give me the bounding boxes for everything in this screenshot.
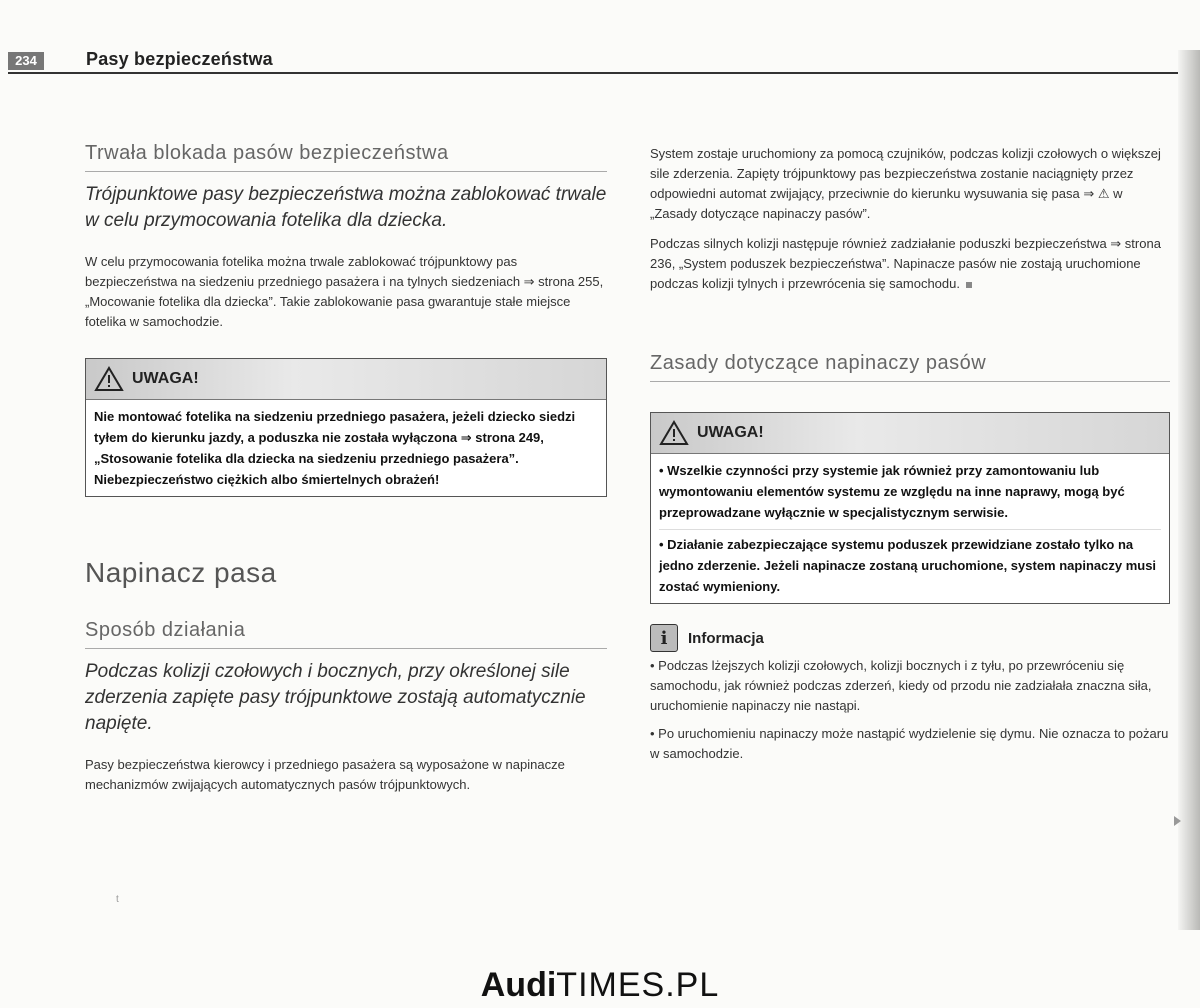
paragraph-belt-lock: W celu przymocowania fotelika można trwale zablokować trójpunktowy pas bezpieczeństwa na siedzeniu przedniego pasażera i na tylnych siedzeniach ⇒ strona 255, „Mocowanie fotelika dla dziecka”. Takie zablokowanie pasa gwarantuje stałe miejsce fotelika w samochodzie. — [85, 254, 604, 329]
end-of-section-square-icon — [966, 282, 972, 288]
section-lead-operation: Podczas kolizji czołowych i bocznych, przy określonej sile zderzenia zapięte pasy trójpunktowe zostają automatycznie napięte. — [85, 661, 586, 734]
warning-text: Nie montować fotelika na siedzeniu przedniego pasażera, jeżeli dziecko siedzi tyłem do kierunku jazdy, a poduszka nie została wyłączona ⇒ strona 249, „Stosowanie fotelika dla dziecka na siedzeniu przedniego pasażera”. Niebezpieczeństwo ciężkich albo śmiertelnych obrażeń! — [94, 409, 576, 487]
right-column — [650, 144, 1170, 772]
warning-triangle-icon — [659, 420, 689, 446]
warning-body — [86, 400, 606, 496]
paragraph-airbag — [650, 234, 1170, 294]
info-item: • Po uruchomieniu napinaczy może nastąpić wydzielenie się dymu. Nie oznacza to pożaru w samochodzie. — [650, 726, 1169, 761]
stray-mark: t — [116, 894, 119, 905]
left-column — [85, 142, 607, 795]
info-item: • Podczas lżejszych kolizji czołowych, kolizji bocznych i z tyłu, po przewróceniu się samochodu, jak również podczas zderzeń, kiedy od przodu nie zadziałała znaczna siła, uruchomienie napinaczy nie nastąpi. — [650, 658, 1152, 713]
warning-box-child-seat — [85, 358, 607, 497]
warning-item: • Wszelkie czynności przy systemie jak również przy zamontowaniu lub wymontowaniu elementów systemu ze względu na inne naprawy, mogą być przeprowadzane wyłącznie w specjalistycznym serwisie. — [659, 463, 1125, 520]
page-edge-shadow — [1178, 50, 1200, 930]
warning-header — [651, 413, 1169, 454]
warning-body — [651, 454, 1169, 603]
info-title: Informacja — [688, 629, 764, 647]
footer-watermark-logo — [0, 966, 1200, 1005]
warning-title: UWAGA! — [697, 424, 764, 441]
page-header-title: Pasy bezpieczeństwa — [86, 49, 273, 69]
warning-header — [86, 359, 606, 400]
paragraph-system-trigger: System zostaje uruchomiony za pomocą czujników, podczas kolizji czołowych o większej sile zderzenia. Zapięty trójpunktowy pas bezpieczeństwa zostanie naciągnięty przez odpowiedni automat zwijający, przeciwnie do kierunku wysuwania się pasa ⇒ ⚠ w „Zasady dotyczące napinaczy pasów”. — [650, 146, 1161, 221]
section-heading-operation: Sposób działania — [85, 619, 607, 649]
section-heading-rules: Zasady dotyczące napinaczy pasów — [650, 352, 1170, 382]
warning-title: UWAGA! — [132, 370, 199, 387]
chapter-title: Napinacz pasa — [85, 557, 277, 588]
header-rule — [8, 72, 1178, 74]
footer-logo-site: TIMES.PL — [556, 966, 720, 1004]
warning-item: • Działanie zabezpieczające systemu poduszek przewidziane zostało tylko na jedno zderzenie. Jeżeli napinacze zostaną uruchomione, system napinaczy musi zostać wymieniony. — [659, 529, 1161, 597]
page-number: 234 — [8, 52, 44, 70]
footer-logo-brand: Audi — [480, 966, 557, 1004]
info-header — [650, 624, 1170, 652]
info-icon: i — [650, 624, 678, 652]
paragraph-airbag-text: Podczas silnych kolizji następuje również zadziałanie poduszki bezpieczeństwa ⇒ strona 236, „System poduszek bezpieczeństwa”. Napinacze pasów nie zostają uruchomione podczas kolizji tylnych i przewrócenia się samochodu. — [650, 236, 1161, 291]
section-heading-belt-lock: Trwała blokada pasów bezpieczeństwa — [85, 142, 607, 172]
continue-arrow-icon — [1174, 816, 1181, 826]
warning-box-pretensioner — [650, 412, 1170, 604]
warning-triangle-icon — [94, 366, 124, 392]
section-lead-belt-lock: Trójpunktowe pasy bezpieczeństwa można zablokować trwale w celu przymocowania fotelika dla dziecka. — [85, 184, 607, 231]
info-box — [650, 624, 1170, 764]
paragraph-operation: Pasy bezpieczeństwa kierowcy i przedniego pasażera są wyposażone w napinacze mechanizmów zwijających automatycznych pasów trójpunktowych. — [85, 757, 565, 792]
info-body — [650, 656, 1170, 764]
